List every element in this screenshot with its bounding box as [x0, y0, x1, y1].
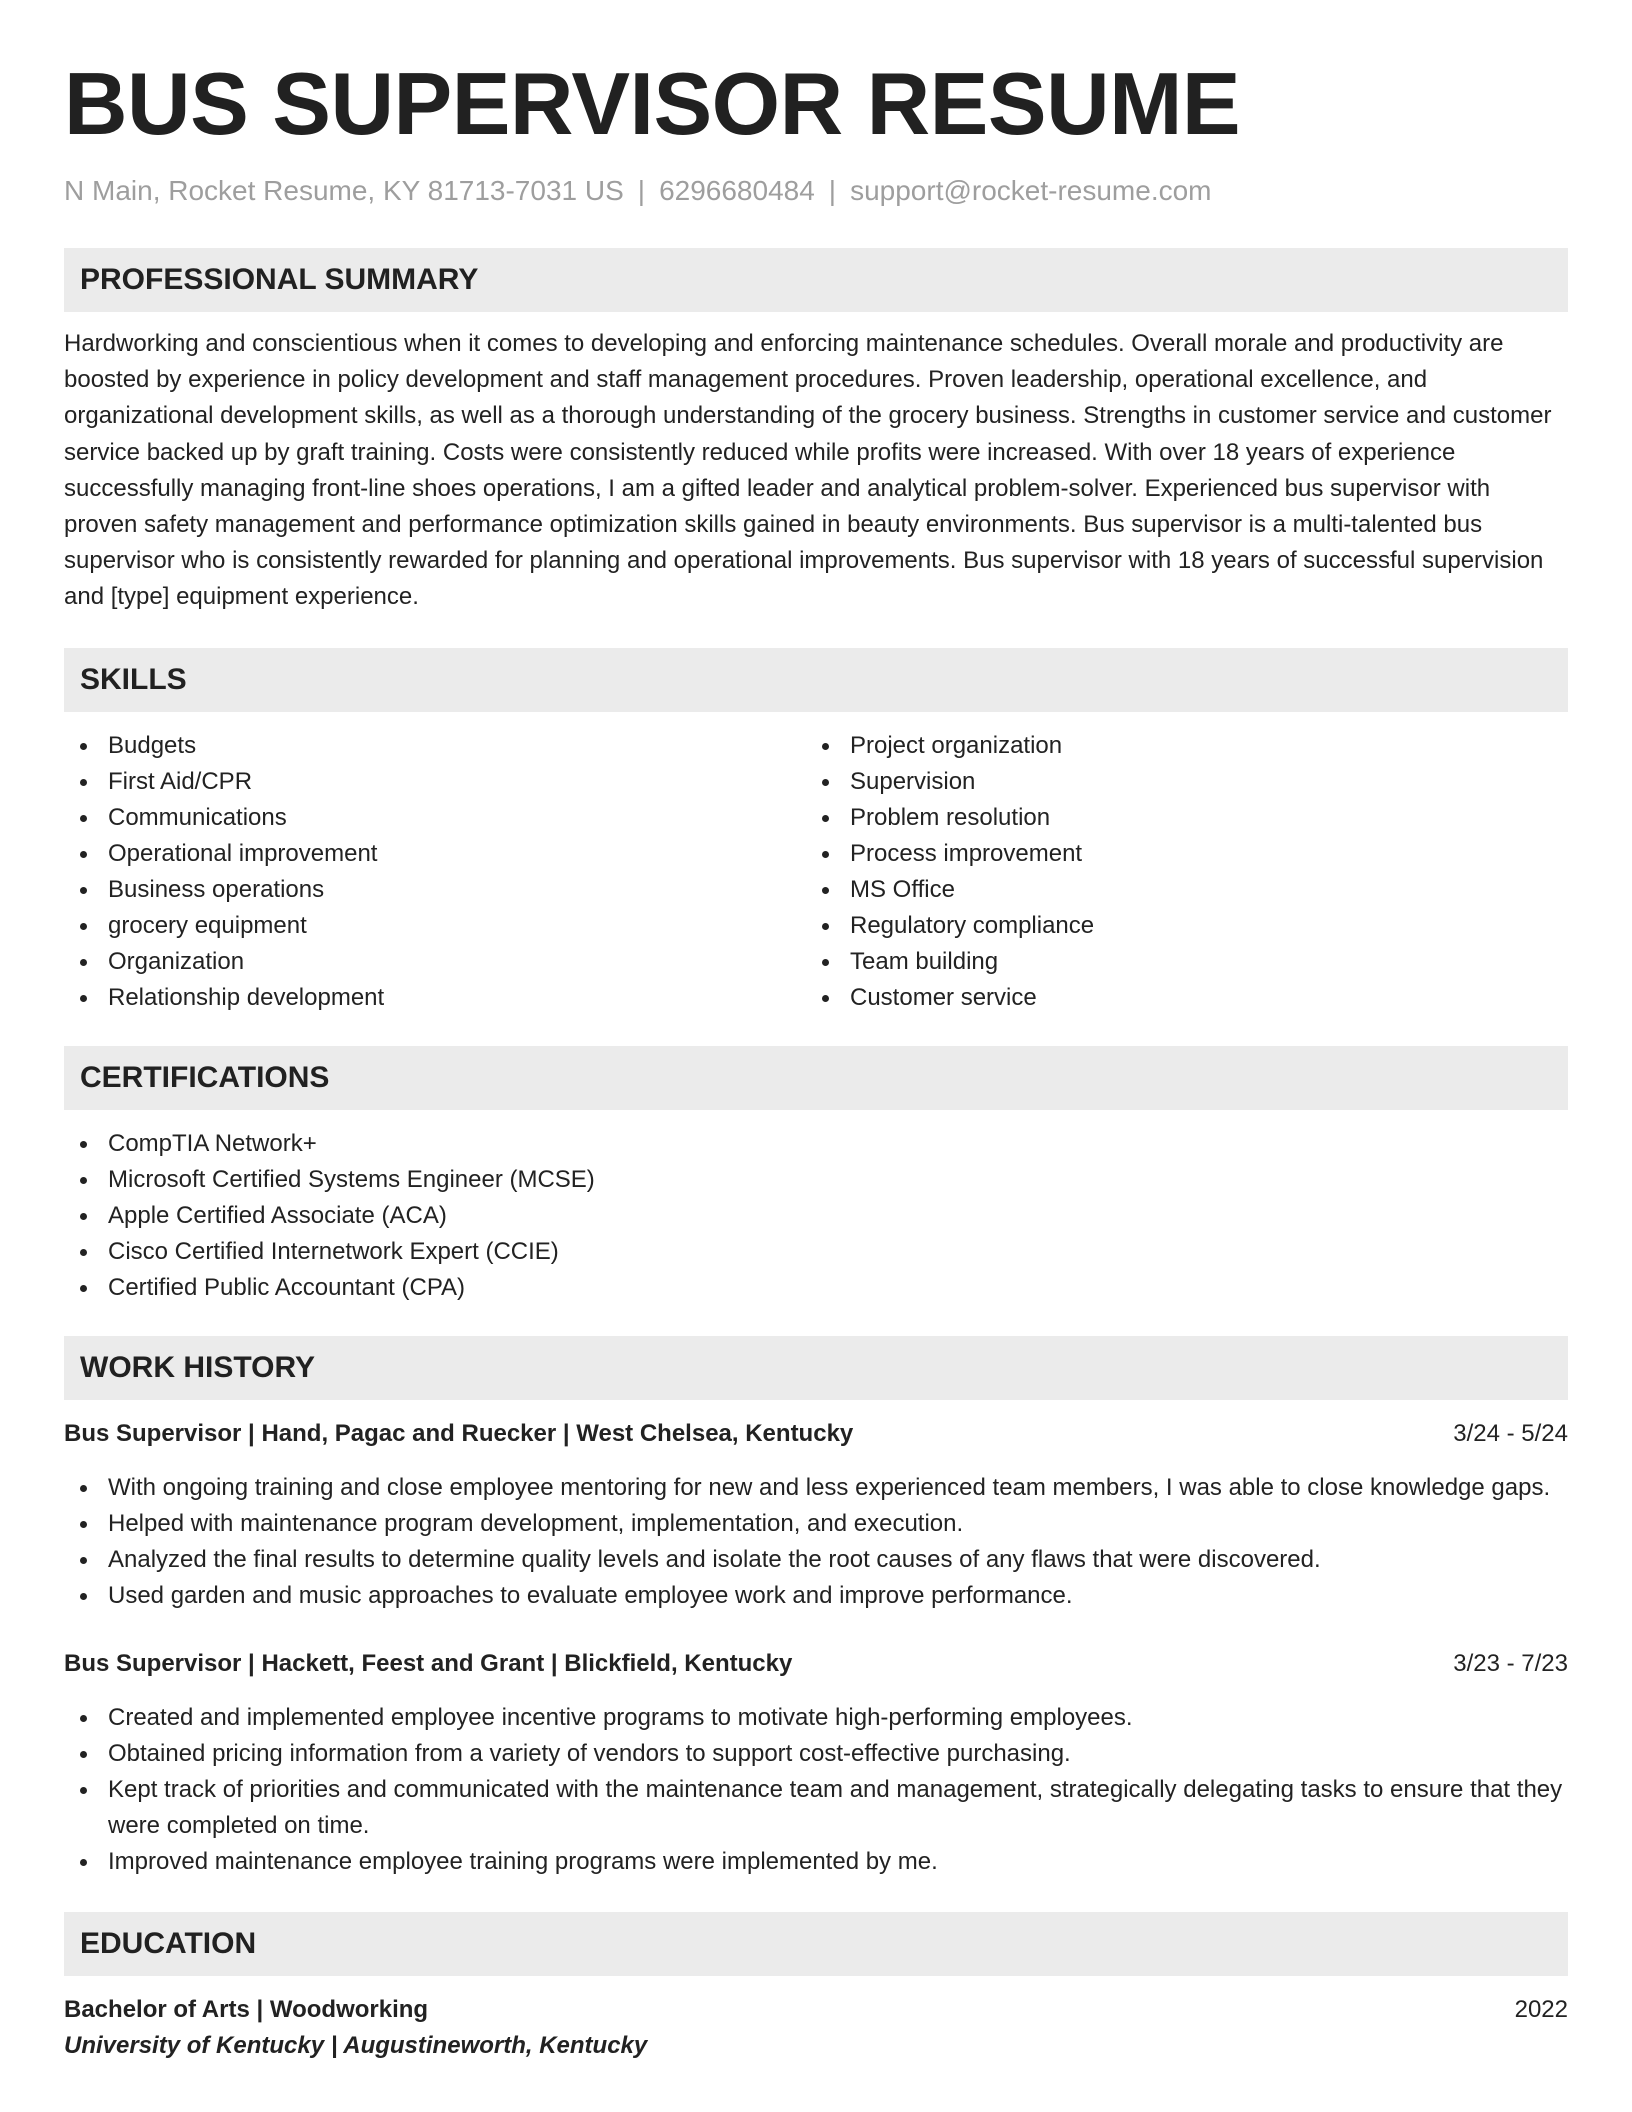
- skill-item: Business operations: [64, 872, 806, 908]
- skill-item: Supervision: [806, 764, 1548, 800]
- job-bullet: Improved maintenance employee training programs were implemented by me.: [64, 1844, 1568, 1880]
- education-heading: EDUCATION: [64, 1912, 1568, 1976]
- skill-item: Project organization: [806, 728, 1548, 764]
- job-entry: [64, 1646, 1568, 1880]
- resume-title: BUS SUPERVISOR RESUME: [64, 54, 1241, 153]
- job-bullet: Created and implemented employee incentive programs to motivate high-performing employees.: [64, 1700, 1568, 1736]
- skills-grid: [64, 728, 1568, 1016]
- work-history-heading: WORK HISTORY: [64, 1336, 1568, 1400]
- contact-separator: |: [637, 175, 646, 206]
- job-header: [64, 1646, 1568, 1682]
- job-bullets: [64, 1470, 1568, 1614]
- skill-item: Operational improvement: [64, 836, 806, 872]
- education-header: [64, 1992, 1568, 2028]
- skill-item: Problem resolution: [806, 800, 1548, 836]
- job-bullet: Kept track of priorities and communicated with the maintenance team and management, strategically delegating tasks to ensure that they were completed on time.: [64, 1772, 1568, 1844]
- summary-heading: PROFESSIONAL SUMMARY: [64, 248, 1568, 312]
- certification-item: Microsoft Certified Systems Engineer (MCSE): [64, 1162, 1568, 1198]
- skills-list-left: [64, 728, 806, 1016]
- contact-phone: 6296680484: [659, 175, 815, 206]
- skill-item: Communications: [64, 800, 806, 836]
- certification-item: Apple Certified Associate (ACA): [64, 1198, 1568, 1234]
- certification-item: Cisco Certified Internetwork Expert (CCIE): [64, 1234, 1568, 1270]
- job-entry: [64, 1416, 1568, 1614]
- contact-line: [64, 174, 1568, 208]
- job-title: Bus Supervisor | Hackett, Feest and Grant | Blickfield, Kentucky: [64, 1649, 793, 1677]
- education-degree: Bachelor of Arts | Woodworking: [64, 1995, 429, 2023]
- skill-item: Customer service: [806, 980, 1548, 1016]
- job-bullet: Obtained pricing information from a variety of vendors to support cost-effective purchasing.: [64, 1736, 1568, 1772]
- skill-item: Process improvement: [806, 836, 1548, 872]
- job-bullets: [64, 1700, 1568, 1880]
- skill-item: First Aid/CPR: [64, 764, 806, 800]
- job-title: Bus Supervisor | Hand, Pagac and Ruecker | West Chelsea, Kentucky: [64, 1419, 854, 1447]
- certifications-list: [64, 1126, 1568, 1306]
- skills-heading: SKILLS: [64, 648, 1568, 712]
- job-bullet: Analyzed the final results to determine quality levels and isolate the root causes of any flaws that were discovered.: [64, 1542, 1568, 1578]
- skill-item: Team building: [806, 944, 1548, 980]
- skill-item: Regulatory compliance: [806, 908, 1548, 944]
- skill-item: Organization: [64, 944, 806, 980]
- job-bullet: Used garden and music approaches to evaluate employee work and improve performance.: [64, 1578, 1568, 1614]
- education-year: 2022: [1514, 1995, 1568, 2023]
- contact-email: support@rocket-resume.com: [850, 175, 1212, 206]
- summary-text: Hardworking and conscientious when it comes to developing and enforcing maintenance schedules. Overall morale and productivity are boosted by experience in policy development and staff management procedures. Proven leadership, operational excellence, and organizational development skills, as well as a thorough understanding of the grocery business. Strengths in customer service and customer service backed up by graft training. Costs were consistently reduced while profits were increased. With over 18 years of experience successfully managing front-line shoes operations, I am a gifted leader and analytical problem-solver. Experienced bus supervisor with proven safety management and performance optimization skills gained in beauty environments. Bus supervisor is a multi-talented bus supervisor who is consistently rewarded for planning and operational improvements. Bus supervisor with 18 years of successful supervision and [type] equipment experience.: [64, 330, 1552, 611]
- skills-list-right: [806, 728, 1548, 1016]
- skill-item: grocery equipment: [64, 908, 806, 944]
- certifications-heading: CERTIFICATIONS: [64, 1046, 1568, 1110]
- job-header: [64, 1416, 1568, 1452]
- skill-item: MS Office: [806, 872, 1548, 908]
- job-bullet: Helped with maintenance program development, implementation, and execution.: [64, 1506, 1568, 1542]
- job-dates: 3/24 - 5/24: [1453, 1419, 1568, 1447]
- resume-page: [64, 0, 1568, 2064]
- contact-address: N Main, Rocket Resume, KY 81713-7031 US: [64, 175, 624, 206]
- education-school: University of Kentucky | Augustineworth, Kentucky: [64, 2031, 648, 2059]
- job-bullet: With ongoing training and close employee mentoring for new and less experienced team members, I was able to close knowledge gaps.: [64, 1470, 1568, 1506]
- certification-item: CompTIA Network+: [64, 1126, 1568, 1162]
- education-entry: [64, 1992, 1568, 2064]
- contact-separator: |: [828, 175, 837, 206]
- skill-item: Relationship development: [64, 980, 806, 1016]
- certification-item: Certified Public Accountant (CPA): [64, 1270, 1568, 1306]
- skill-item: Budgets: [64, 728, 806, 764]
- job-dates: 3/23 - 7/23: [1453, 1649, 1568, 1677]
